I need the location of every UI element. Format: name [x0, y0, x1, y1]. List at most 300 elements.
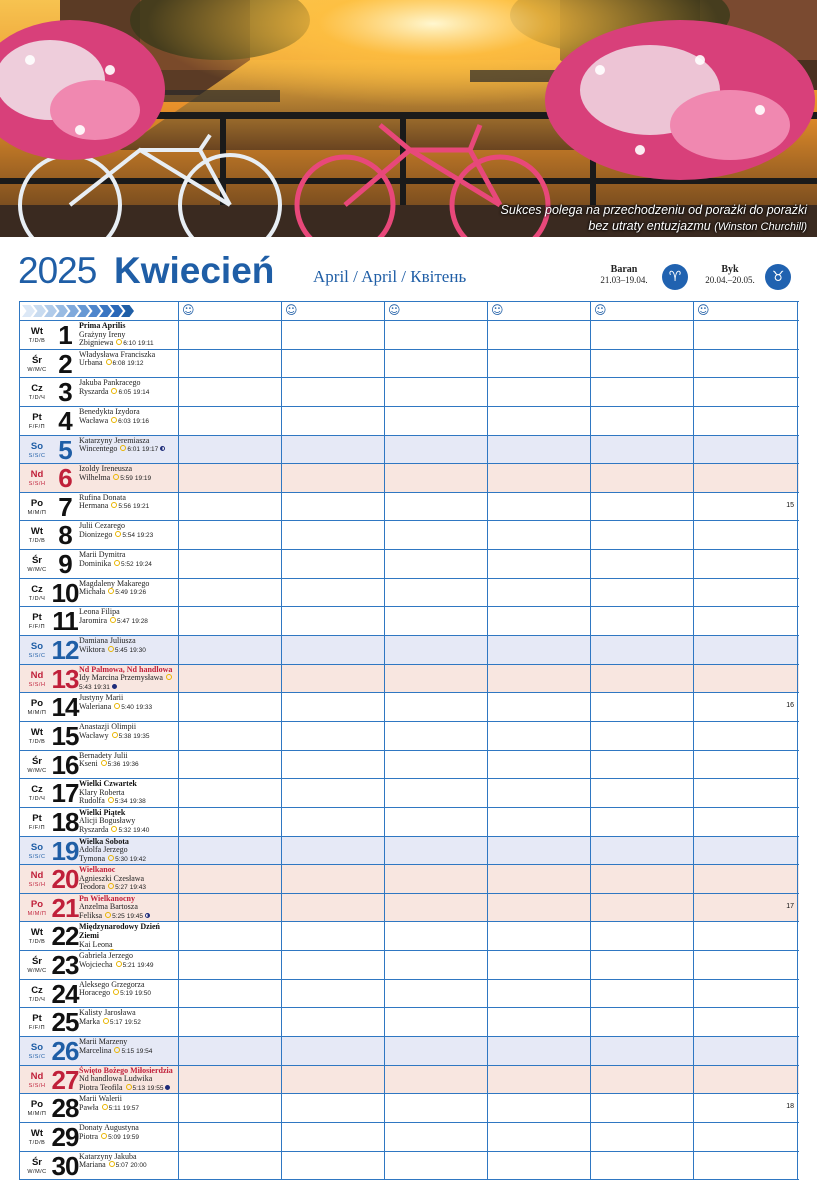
note-cell[interactable]	[591, 808, 694, 836]
sun-icon	[166, 674, 172, 680]
note-cell[interactable]	[282, 579, 385, 607]
note-cell[interactable]	[488, 521, 591, 549]
note-cell[interactable]	[385, 350, 488, 378]
note-cell[interactable]	[591, 1123, 694, 1151]
holiday-name: Pn Wielkanocny	[79, 893, 135, 903]
note-cell[interactable]	[385, 779, 488, 807]
note-cell[interactable]	[591, 665, 694, 693]
name-day: Alicji Bogusławy	[79, 816, 136, 826]
day-row	[20, 493, 799, 522]
day-info	[20, 464, 179, 492]
name-day: Wincentego	[79, 444, 118, 454]
note-cell[interactable]	[591, 922, 694, 950]
sunset-time: 19:24	[135, 560, 152, 568]
note-cell[interactable]	[385, 493, 488, 521]
note-cell[interactable]	[488, 407, 591, 435]
note-cell[interactable]	[694, 837, 798, 865]
note-cell[interactable]	[591, 521, 694, 549]
name-day: Kseni	[79, 759, 98, 769]
day-number: 23	[51, 951, 79, 979]
day-of-week: Cz	[31, 784, 43, 796]
note-cell[interactable]	[385, 751, 488, 779]
day-of-week: Pt	[32, 612, 42, 624]
note-cell[interactable]	[385, 550, 488, 578]
day-of-week-translations: S/S/Н	[28, 1082, 46, 1089]
note-cell[interactable]	[591, 837, 694, 865]
note-cell[interactable]	[282, 665, 385, 693]
day-of-week: Śr	[31, 555, 43, 567]
note-cell[interactable]	[591, 1066, 694, 1094]
note-cell[interactable]	[591, 436, 694, 464]
note-cell[interactable]	[488, 665, 591, 693]
sun-icon	[114, 560, 120, 566]
note-cell[interactable]	[282, 521, 385, 549]
day-number: 6	[58, 464, 72, 492]
note-cell[interactable]	[282, 779, 385, 807]
note-cell[interactable]	[488, 722, 591, 750]
note-cell[interactable]	[694, 350, 798, 378]
note-cell[interactable]	[179, 951, 282, 979]
holiday-name: Wielka Sobota	[79, 836, 129, 846]
note-cell[interactable]	[179, 636, 282, 664]
name-days	[79, 1124, 178, 1142]
day-of-week: So	[30, 841, 44, 853]
note-cell[interactable]	[488, 808, 591, 836]
note-cell[interactable]	[179, 579, 282, 607]
note-cell[interactable]	[282, 980, 385, 1008]
note-cell[interactable]	[282, 350, 385, 378]
note-cell[interactable]	[179, 1066, 282, 1094]
note-cell[interactable]	[179, 521, 282, 549]
note-cell[interactable]	[385, 1008, 488, 1036]
note-cell[interactable]	[179, 922, 282, 950]
day-number: 30	[51, 1151, 79, 1180]
name-days	[79, 809, 178, 836]
note-cell[interactable]	[385, 1123, 488, 1151]
note-cell[interactable]	[282, 722, 385, 750]
day-of-week-translations: S/S/С	[28, 853, 46, 860]
note-cell[interactable]	[282, 894, 385, 922]
note-cell[interactable]	[179, 407, 282, 435]
note-cell[interactable]	[179, 865, 282, 893]
note-cell[interactable]	[385, 636, 488, 664]
day-number: 16	[51, 750, 79, 779]
note-cell[interactable]	[385, 1152, 488, 1180]
day-of-week: Śr	[31, 755, 43, 767]
column-header	[694, 302, 798, 320]
note-cell[interactable]	[282, 1037, 385, 1065]
note-cell[interactable]	[591, 607, 694, 635]
sun-icon	[106, 359, 112, 365]
note-cell[interactable]	[282, 550, 385, 578]
note-cell[interactable]	[385, 521, 488, 549]
day-of-week: Nd	[30, 669, 44, 681]
sunset-time: 19:50	[134, 990, 152, 998]
name-days	[79, 981, 178, 999]
note-cell[interactable]	[488, 980, 591, 1008]
note-cell[interactable]	[488, 779, 591, 807]
note-cell[interactable]	[694, 550, 798, 578]
sun-icon	[108, 588, 114, 594]
note-cell[interactable]	[694, 865, 798, 893]
note-cell[interactable]	[488, 436, 591, 464]
name-day: Bernadety Julii	[79, 750, 128, 760]
sunset-time: 20:00	[130, 1162, 147, 1170]
note-cell[interactable]	[282, 436, 385, 464]
arrows-decoration	[22, 305, 132, 317]
sunrise-time: 5:09	[108, 1133, 121, 1141]
note-cell[interactable]	[591, 407, 694, 435]
sun-icon	[108, 855, 114, 861]
note-cell[interactable]	[488, 894, 591, 922]
note-cell[interactable]	[694, 922, 798, 950]
note-cell[interactable]	[282, 808, 385, 836]
note-cell[interactable]	[179, 693, 282, 721]
name-day: Michała	[79, 587, 106, 597]
taurus-icon: ♉	[765, 264, 791, 290]
note-cell[interactable]	[694, 1066, 798, 1094]
day-row	[20, 922, 799, 951]
note-cell[interactable]	[385, 1037, 488, 1065]
note-cell[interactable]	[282, 607, 385, 635]
note-cell[interactable]	[591, 951, 694, 979]
name-day-line	[79, 961, 178, 971]
note-cell[interactable]	[488, 1037, 591, 1065]
sunrise-time: 5:59	[120, 474, 133, 482]
note-cell[interactable]	[694, 493, 798, 521]
day-of-week-translations: F/F/П	[28, 423, 46, 430]
note-cell[interactable]	[179, 607, 282, 635]
sun-icon	[113, 474, 119, 480]
name-day: Waleriana	[79, 701, 112, 711]
note-cell[interactable]	[591, 636, 694, 664]
sun-icon	[113, 989, 119, 995]
day-of-week-translations: T/D/Ч	[28, 796, 46, 803]
note-cell[interactable]	[385, 922, 488, 950]
sunset-time: 19:12	[127, 360, 144, 368]
day-of-week: Cz	[31, 383, 43, 395]
note-cell[interactable]	[385, 579, 488, 607]
note-cell[interactable]	[282, 751, 385, 779]
note-cell[interactable]	[282, 1152, 385, 1180]
note-cell[interactable]	[488, 607, 591, 635]
note-cell[interactable]	[488, 922, 591, 950]
note-cell[interactable]	[179, 779, 282, 807]
note-cell[interactable]	[385, 1066, 488, 1094]
name-day: Kalisty Jarosława	[79, 1008, 136, 1018]
note-cell[interactable]	[282, 321, 385, 349]
note-cell[interactable]	[694, 751, 798, 779]
note-cell[interactable]	[179, 751, 282, 779]
day-number: 14	[51, 693, 79, 721]
day-of-week-translations: S/S/Н	[28, 481, 46, 488]
note-cell[interactable]	[488, 550, 591, 578]
name-days	[79, 838, 178, 865]
note-cell[interactable]	[385, 436, 488, 464]
note-cell[interactable]	[282, 636, 385, 664]
note-cell[interactable]	[282, 922, 385, 950]
quote-text-2: bez utraty entuzjazmu	[588, 219, 711, 233]
note-cell[interactable]	[385, 865, 488, 893]
name-day-line	[79, 1047, 178, 1057]
note-cell[interactable]	[179, 1094, 282, 1122]
note-cell[interactable]	[591, 321, 694, 349]
name-day-line	[79, 1104, 178, 1114]
day-info	[20, 607, 179, 635]
day-of-week: Cz	[31, 583, 43, 595]
note-cell[interactable]	[591, 865, 694, 893]
day-of-week-translations: F/F/П	[28, 624, 46, 631]
note-cell[interactable]	[694, 378, 798, 406]
sunrise-time: 5:27	[115, 884, 128, 892]
note-cell[interactable]	[179, 1037, 282, 1065]
note-cell[interactable]	[694, 951, 798, 979]
note-cell[interactable]	[591, 1008, 694, 1036]
note-cell[interactable]	[282, 1066, 385, 1094]
note-cell[interactable]	[694, 1094, 798, 1122]
sunrise-time: 5:52	[121, 560, 134, 568]
note-cell[interactable]	[179, 1152, 282, 1180]
name-day: Mariana	[79, 1160, 106, 1170]
note-cell[interactable]	[591, 779, 694, 807]
note-cell[interactable]	[488, 378, 591, 406]
sunset-time: 19:59	[122, 1133, 140, 1141]
sun-icon	[111, 388, 117, 394]
note-cell[interactable]	[385, 951, 488, 979]
sunrise-time: 5:19	[120, 990, 133, 998]
day-number: 12	[51, 636, 79, 664]
note-cell[interactable]	[385, 665, 488, 693]
note-cell[interactable]	[591, 1094, 694, 1122]
sunset-time: 19:14	[133, 388, 150, 396]
note-cell[interactable]	[694, 636, 798, 664]
name-day-line	[79, 1133, 178, 1143]
note-cell[interactable]	[179, 808, 282, 836]
note-cell[interactable]	[488, 1152, 591, 1180]
note-cell[interactable]	[694, 693, 798, 721]
note-cell[interactable]	[488, 1066, 591, 1094]
note-cell[interactable]	[591, 493, 694, 521]
note-cell[interactable]	[488, 751, 591, 779]
note-cell[interactable]	[591, 464, 694, 492]
note-cell[interactable]	[591, 980, 694, 1008]
note-cell[interactable]	[694, 407, 798, 435]
note-cell[interactable]	[488, 493, 591, 521]
note-cell[interactable]	[591, 1037, 694, 1065]
note-cell[interactable]	[488, 1008, 591, 1036]
note-cell[interactable]	[591, 550, 694, 578]
sunset-time: 19:43	[129, 884, 147, 892]
note-cell[interactable]	[694, 521, 798, 549]
note-cell[interactable]	[385, 1094, 488, 1122]
note-cell[interactable]	[282, 464, 385, 492]
quote-author: (Winston Churchill)	[714, 221, 807, 233]
day-of-week: Wt	[30, 927, 44, 939]
sunset-time: 19:21	[132, 503, 150, 511]
note-cell[interactable]	[694, 464, 798, 492]
note-cell[interactable]	[385, 722, 488, 750]
day-info	[20, 922, 179, 950]
sun-icon	[120, 445, 126, 451]
week-number: 17	[786, 902, 794, 910]
sunset-time: 19:40	[133, 827, 150, 835]
day-row	[20, 521, 799, 550]
note-cell[interactable]	[179, 464, 282, 492]
day-row	[20, 751, 799, 780]
note-cell[interactable]	[282, 1123, 385, 1151]
note-cell[interactable]	[591, 1152, 694, 1180]
note-cell[interactable]	[179, 1008, 282, 1036]
note-cell[interactable]	[694, 1123, 798, 1151]
note-cell[interactable]	[385, 894, 488, 922]
name-day: Nd handlowa Ludwika	[79, 1074, 153, 1084]
note-cell[interactable]	[488, 350, 591, 378]
name-day-line	[79, 1084, 178, 1093]
note-cell[interactable]	[385, 693, 488, 721]
day-info	[20, 321, 179, 349]
note-cell[interactable]	[591, 579, 694, 607]
note-cell[interactable]	[179, 378, 282, 406]
note-cell[interactable]	[591, 722, 694, 750]
note-cell[interactable]	[282, 407, 385, 435]
note-cell[interactable]	[385, 837, 488, 865]
note-cell[interactable]	[694, 321, 798, 349]
note-cell[interactable]	[694, 1008, 798, 1036]
note-cell[interactable]	[591, 378, 694, 406]
zodiac-aries	[596, 264, 652, 286]
note-cell[interactable]	[694, 1037, 798, 1065]
note-cell[interactable]	[488, 837, 591, 865]
day-info	[20, 894, 179, 922]
note-cell[interactable]	[179, 493, 282, 521]
note-cell[interactable]	[282, 951, 385, 979]
note-cell[interactable]	[179, 722, 282, 750]
note-cell[interactable]	[694, 436, 798, 464]
name-day: Katarzyny Jeremiasza	[79, 435, 150, 445]
day-number: 22	[51, 922, 79, 951]
day-info	[20, 1066, 179, 1094]
sun-icon	[109, 1161, 115, 1167]
name-day-line	[79, 732, 178, 742]
note-cell[interactable]	[488, 636, 591, 664]
day-info	[20, 436, 179, 464]
note-cell[interactable]	[179, 436, 282, 464]
sunset-time: 19:11	[137, 340, 154, 348]
name-days	[79, 351, 178, 369]
note-cell[interactable]	[488, 579, 591, 607]
note-cell[interactable]	[179, 837, 282, 865]
note-cell[interactable]	[694, 579, 798, 607]
note-cell[interactable]	[282, 837, 385, 865]
day-of-week-translations: W/M/С	[27, 1168, 47, 1175]
note-cell[interactable]	[385, 407, 488, 435]
day-of-week: Nd	[30, 469, 44, 481]
note-cell[interactable]	[385, 321, 488, 349]
note-cell[interactable]	[179, 550, 282, 578]
smiley-icon: ☺	[491, 303, 504, 317]
note-cell[interactable]	[488, 951, 591, 979]
note-cell[interactable]	[179, 665, 282, 693]
name-day: Damiana Juliusza	[79, 636, 136, 646]
note-cell[interactable]	[179, 321, 282, 349]
note-cell[interactable]	[694, 1152, 798, 1180]
note-cell[interactable]	[488, 1094, 591, 1122]
note-cell[interactable]	[591, 751, 694, 779]
note-cell[interactable]	[385, 607, 488, 635]
day-info	[20, 1094, 179, 1122]
note-cell[interactable]	[385, 808, 488, 836]
day-of-week: So	[30, 440, 44, 452]
zodiac-dates: 20.04.–20.05.	[705, 275, 755, 285]
note-cell[interactable]	[282, 865, 385, 893]
note-cell[interactable]	[179, 350, 282, 378]
note-cell[interactable]	[282, 1008, 385, 1036]
day-info	[20, 521, 179, 549]
note-cell[interactable]	[385, 980, 488, 1008]
note-cell[interactable]	[694, 808, 798, 836]
note-cell[interactable]	[179, 1123, 282, 1151]
note-cell[interactable]	[282, 1094, 385, 1122]
sunrise-time: 5:40	[121, 703, 134, 711]
name-days	[79, 408, 178, 426]
day-info	[20, 751, 179, 779]
day-info	[20, 779, 179, 807]
note-cell[interactable]	[591, 693, 694, 721]
note-cell[interactable]	[694, 894, 798, 922]
note-cell[interactable]	[488, 1123, 591, 1151]
name-day: Jaromira	[79, 616, 107, 625]
note-cell[interactable]	[591, 894, 694, 922]
sun-icon	[108, 883, 114, 889]
day-info	[20, 1152, 179, 1180]
note-cell[interactable]	[694, 665, 798, 693]
note-cell[interactable]	[488, 865, 591, 893]
name-day-line	[79, 502, 178, 512]
name-day: Wacławy	[79, 730, 109, 740]
moon-phase-icon	[160, 446, 165, 451]
note-cell[interactable]	[488, 693, 591, 721]
note-cell[interactable]	[282, 693, 385, 721]
day-of-week-translations: T/D/В	[28, 738, 46, 745]
note-cell[interactable]	[591, 350, 694, 378]
sun-icon	[109, 949, 115, 950]
month-translations: April / April / Квітень	[313, 267, 467, 286]
name-day-line	[79, 912, 178, 921]
day-row	[20, 951, 799, 980]
name-day: Ryszarda	[79, 825, 109, 835]
note-cell[interactable]	[488, 321, 591, 349]
day-of-week: Śr	[31, 956, 43, 968]
note-cell[interactable]	[179, 894, 282, 922]
day-number: 28	[51, 1094, 79, 1122]
note-cell[interactable]	[385, 464, 488, 492]
note-cell[interactable]	[694, 722, 798, 750]
sunset-time: 19:45	[126, 913, 144, 920]
note-cell[interactable]	[385, 378, 488, 406]
smiley-icon: ☺	[594, 303, 607, 317]
day-row	[20, 722, 799, 751]
note-cell[interactable]	[694, 980, 798, 1008]
note-cell[interactable]	[282, 493, 385, 521]
note-cell[interactable]	[694, 607, 798, 635]
day-row	[20, 1066, 799, 1095]
note-cell[interactable]	[179, 980, 282, 1008]
note-cell[interactable]	[488, 464, 591, 492]
sunset-time: 19:23	[136, 532, 154, 540]
note-cell[interactable]	[694, 779, 798, 807]
note-cell[interactable]	[282, 378, 385, 406]
name-days	[79, 437, 178, 455]
